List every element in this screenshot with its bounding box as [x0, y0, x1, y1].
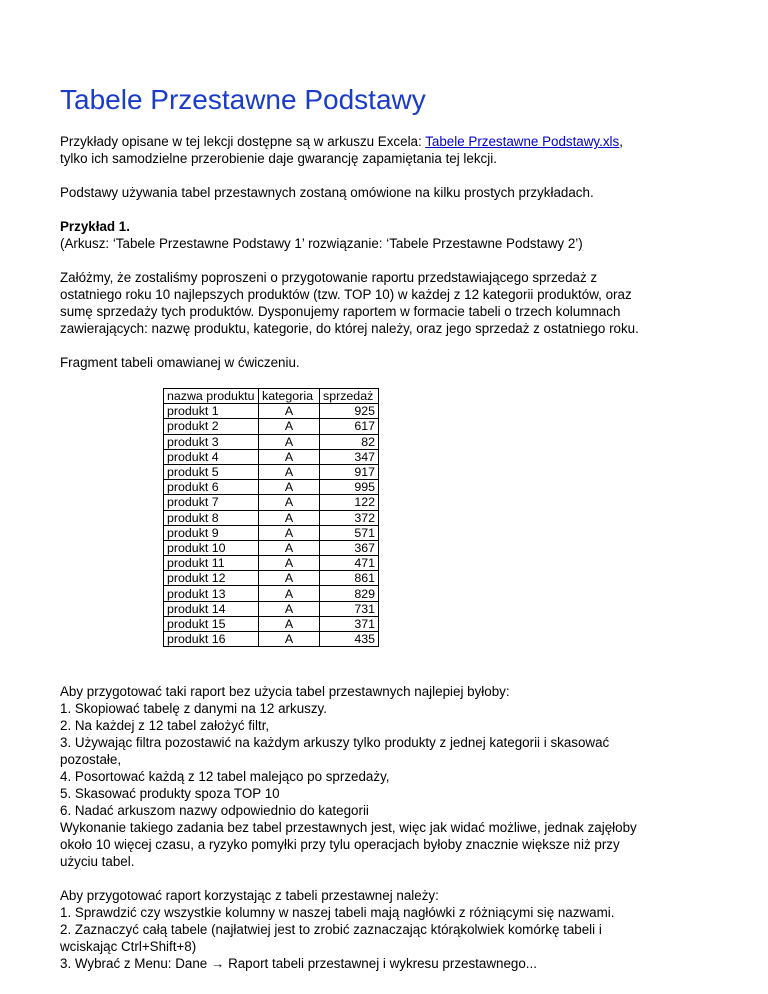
cell-product-name: produkt 10 [164, 540, 259, 555]
without-line: 6. Nadać arkuszom nazwy odpowiednio do kategorii [60, 803, 369, 819]
cell-product-name: produkt 1 [164, 404, 259, 419]
intro-line-2: tylko ich samodzielne przerobienie daje gwarancję zapamiętania tej lekcji. [60, 151, 497, 166]
without-line: użyciu tabel. [60, 854, 135, 870]
intro-text: Przykłady opisane w tej lekcji dostępne są w arkuszu Excela: [60, 134, 426, 149]
cell-category: A [259, 434, 320, 449]
assume-line: zawierających: nazwę produktu, kategorie, do której należy, oraz jego sprzedaż z ostatniego roku. [60, 321, 639, 336]
table-row [164, 495, 379, 510]
with-line: 1. Sprawdzić czy wszystkie kolumny w naszej tabeli mają nagłówki z różniącymi się nazwami. [60, 905, 615, 921]
table-row [164, 571, 379, 586]
table-row [164, 510, 379, 525]
table-row [164, 449, 379, 464]
header-product: nazwa produktu [164, 389, 259, 404]
assume-line: Załóżmy, że zostaliśmy poproszeni o przygotowanie raportu przedstawiającego sprzedaż z [60, 270, 598, 285]
cell-category: A [259, 464, 320, 479]
cell-product-name: produkt 4 [164, 449, 259, 464]
with-line: 2. Zaznaczyć całą tabele (najłatwiej jest to zrobić zaznaczając którąkolwiek komórkę tabeli i [60, 922, 602, 938]
table-row [164, 556, 379, 571]
table-row [164, 434, 379, 449]
without-line: pozostałe, [60, 752, 122, 768]
table-row [164, 480, 379, 495]
cell-category: A [259, 616, 320, 631]
document-page [60, 84, 720, 989]
cell-category: A [259, 556, 320, 571]
with-line: Aby przygotować raport korzystając z tabeli przestawnej należy: [60, 888, 439, 904]
page-title: Tabele Przestawne Podstawy [60, 84, 426, 115]
cell-sales: 617 [320, 419, 379, 434]
example-subheading: (Arkusz: ‘Tabele Przestawne Podstawy 1’ rozwiązanie: ‘Tabele Przestawne Podstawy 2’) [60, 236, 583, 251]
header-sales: sprzedaż [320, 389, 379, 404]
table-header-row [164, 389, 379, 404]
assume-line: sumę sprzedaży tych produktów. Dysponujemy raportem w formacie tabeli o trzech kolumnach [60, 304, 621, 319]
cell-category: A [259, 480, 320, 495]
cell-product-name: produkt 14 [164, 601, 259, 616]
with-line: wciskając Ctrl+Shift+8) [60, 939, 197, 955]
example-paragraph [60, 218, 720, 252]
without-line: 5. Skasować produkty spoza TOP 10 [60, 786, 280, 802]
table-row [164, 601, 379, 616]
intro-comma: , [619, 134, 623, 149]
cell-category: A [259, 601, 320, 616]
cell-category: A [259, 419, 320, 434]
cell-sales: 861 [320, 571, 379, 586]
cell-sales: 347 [320, 449, 379, 464]
without-line: 1. Skopiować tabelę z danymi na 12 arkuszy. [60, 701, 327, 717]
basics-paragraph: Podstawy używania tabel przestawnych zostaną omówione na kilku prostych przykładach. [60, 185, 594, 200]
table-row [164, 525, 379, 540]
cell-category: A [259, 404, 320, 419]
cell-category: A [259, 510, 320, 525]
cell-product-name: produkt 2 [164, 419, 259, 434]
intro-paragraph [60, 133, 720, 167]
table-row [164, 540, 379, 555]
cell-product-name: produkt 5 [164, 464, 259, 479]
cell-product-name: produkt 3 [164, 434, 259, 449]
table-row [164, 419, 379, 434]
spreadsheet-fragment [163, 388, 383, 647]
cell-sales: 82 [320, 434, 379, 449]
cell-category: A [259, 632, 320, 647]
cell-product-name: produkt 9 [164, 525, 259, 540]
cell-sales: 829 [320, 586, 379, 601]
without-line: 2. Na każdej z 12 tabel założyć filtr, [60, 718, 270, 734]
table-row [164, 464, 379, 479]
cell-sales: 917 [320, 464, 379, 479]
cell-product-name: produkt 12 [164, 571, 259, 586]
cell-sales: 995 [320, 480, 379, 495]
cell-category: A [259, 571, 320, 586]
cell-category: A [259, 449, 320, 464]
fragment-caption: Fragment tabeli omawianej w ćwiczeniu. [60, 355, 300, 370]
cell-sales: 367 [320, 540, 379, 555]
assumption-paragraph [60, 269, 720, 337]
cell-product-name: produkt 6 [164, 480, 259, 495]
table-row [164, 586, 379, 601]
cell-category: A [259, 495, 320, 510]
with-line: 3. Wybrać z Menu: Dane → Raport tabeli przestawnej i wykresu przestawnego... [60, 956, 537, 972]
cell-sales: 122 [320, 495, 379, 510]
with-pivot-paragraph [60, 887, 720, 972]
without-line: Wykonanie takiego zadania bez tabel przestawnych jest, więc jak widać możliwe, jednak zajęłoby [60, 820, 637, 836]
table-row [164, 632, 379, 647]
cell-category: A [259, 586, 320, 601]
cell-category: A [259, 525, 320, 540]
cell-sales: 371 [320, 616, 379, 631]
table-row [164, 404, 379, 419]
without-line: około 10 więcej czasu, a ryzyko pomyłki przy tylu operacjach byłoby znacznie większe niż przy [60, 837, 620, 853]
example-heading: Przykład 1. [60, 219, 130, 234]
header-category: kategoria [259, 389, 320, 404]
without-line: 4. Posortować każdą z 12 tabel malejąco po sprzedaży, [60, 769, 390, 785]
without-line: Aby przygotować taki raport bez użycia tabel przestawnych najlepiej byłoby: [60, 684, 510, 700]
assume-line: ostatniego roku 10 najlepszych produktów (tzw. TOP 10) w każdej z 12 kategorii produktów, oraz [60, 287, 632, 302]
cell-product-name: produkt 7 [164, 495, 259, 510]
cell-sales: 731 [320, 601, 379, 616]
product-table [163, 388, 379, 647]
cell-sales: 372 [320, 510, 379, 525]
cell-product-name: produkt 15 [164, 616, 259, 631]
cell-product-name: produkt 16 [164, 632, 259, 647]
cell-sales: 571 [320, 525, 379, 540]
cell-sales: 435 [320, 632, 379, 647]
excel-file-link[interactable]: Tabele Przestawne Podstawy.xls [425, 134, 620, 149]
cell-product-name: produkt 13 [164, 586, 259, 601]
cell-sales: 925 [320, 404, 379, 419]
table-body [164, 404, 379, 647]
without-line: 3. Używając filtra pozostawić na każdym arkuszy tylko produkty z jednej kategorii i skasować [60, 735, 610, 751]
table-row [164, 616, 379, 631]
without-pivot-paragraph [60, 683, 720, 870]
cell-product-name: produkt 8 [164, 510, 259, 525]
cell-sales: 471 [320, 556, 379, 571]
cell-category: A [259, 540, 320, 555]
cell-product-name: produkt 11 [164, 556, 259, 571]
